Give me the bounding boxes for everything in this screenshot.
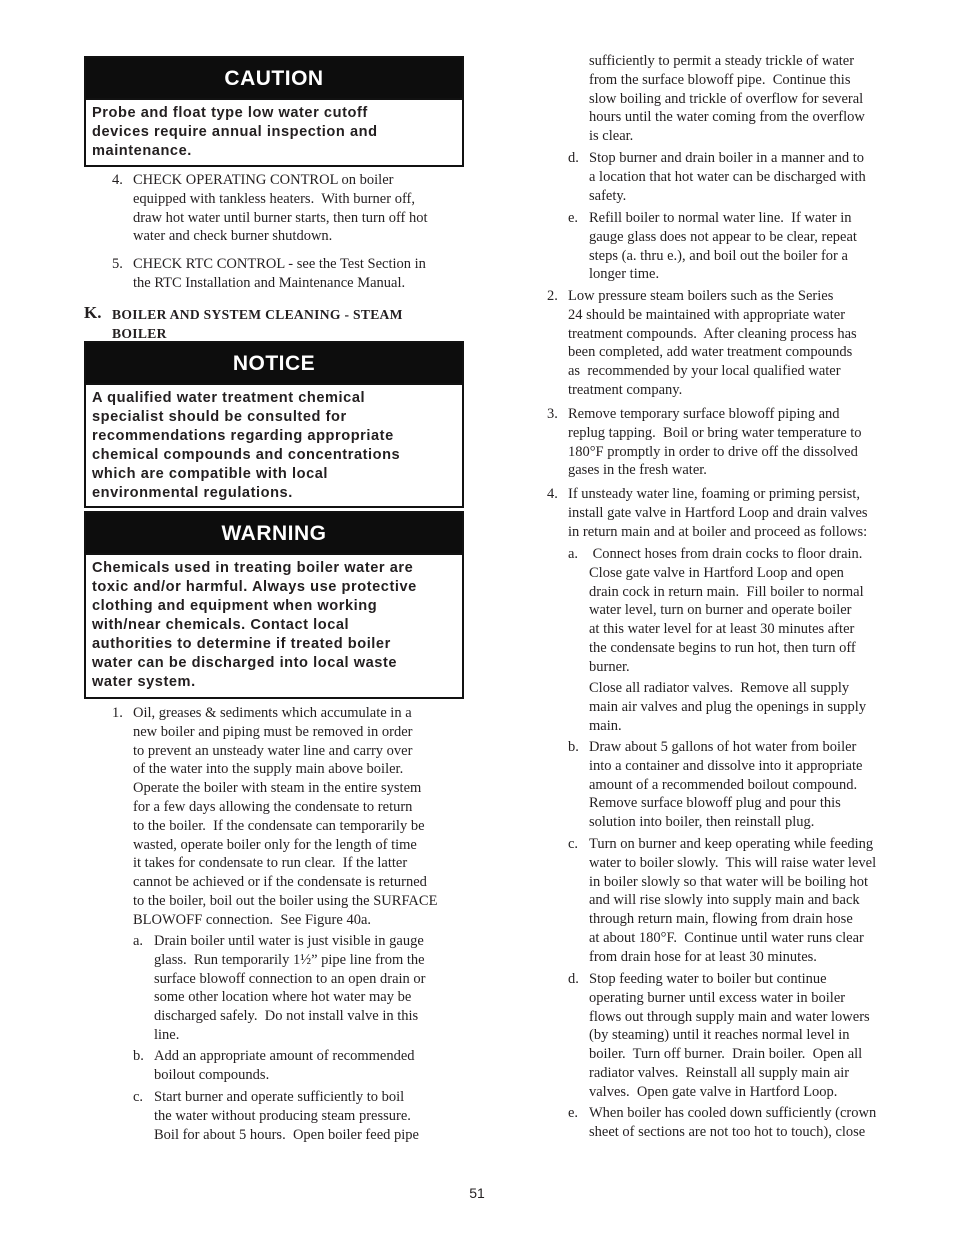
caution-body: Probe and float type low water cutoff devices require annual inspection and maintenance. [86, 98, 462, 161]
step-4c-text: Turn on burner and keep operating while feeding water to boiler slowly. This will raise water level in boiler slowly so that water will be boiling hot and will rise slowly into supply main and back through return main, flowing from drain hose at about 180°F. Continue until water runs clear from drain hose for at least 30 minutes. [589, 836, 877, 965]
step-4a-letter: a. [568, 546, 579, 562]
section-letter: K. [84, 303, 102, 322]
step-2-number: 2. [547, 288, 558, 304]
step-1e-text: Refill boiler to normal water line. If water in gauge glass does not appear to be clear, repeat steps (a. thru e.), and boil out the boiler for a longer time. [589, 210, 857, 283]
step-1-text: Oil, greases & sediments which accumulate in a new boiler and piping must be removed in order to prevent an unsteady water line and carry over of the water into the supply main above boiler. Operate the boiler with steam in the entire system for a few days allowing the condensate to return to the boiler. If the condensate can temporarily be wasted, operate boiler only for the length of time it takes for condensate to run clear. If the latter cannot be achieved or if the condensate is returned to the boiler, boil out the boiler using the SURFACE BLOWOFF connection. See Figure 40a. [133, 705, 438, 928]
notice-title: NOTICE [86, 343, 462, 383]
step-4b-text: Draw about 5 gallons of hot water from boiler into a container and dissolve into it appropriate amount of a recommended boilout compound. Remove surface blowoff plug and pour this solution into boiler, then reinstall plug. [589, 739, 863, 831]
warning-body: Chemicals used in treating boiler water are toxic and/or harmful. Always use protective clothing and equipment when working with/near chemicals. Contact local authorities to determine if treated boiler water can be discharged into local waste water system. [86, 553, 462, 692]
notice-body: A qualified water treatment chemical specialist should be consulted for recommendations regarding appropriate chemical compounds and concentrations which are compatible with local environmental regulations. [86, 383, 462, 503]
step-1d-letter: d. [568, 150, 579, 166]
step-1e-letter: e. [568, 210, 579, 226]
warning-box [84, 511, 464, 699]
step-1b-letter: b. [133, 1048, 144, 1064]
caution-box [84, 56, 464, 167]
step-4d-text: Stop feeding water to boiler but continue operating burner until excess water in boiler flows out through supply main and water lowers (by steaming) until it reaches normal level in boiler. Turn off burner. Drain boiler. Open all radiator valves. Reinstall all supply main air valves. Open gate valve in Hartford Loop. [589, 971, 870, 1100]
item-4-text: CHECK OPERATING CONTROL on boiler equipped with tankless heaters. With burner off, draw hot water until burner starts, then turn off hot water and check burner shutdown. [133, 172, 428, 245]
step-4b-letter: b. [568, 739, 579, 755]
step-1a-letter: a. [133, 933, 144, 949]
step-1b-text: Add an appropriate amount of recommended boilout compounds. [154, 1048, 415, 1083]
step-1c-continued: sufficiently to permit a steady trickle of water from the surface blowoff pipe. Continue this slow boiling and trickle of overflow for several hours until the water coming from the overflow is clear. [589, 53, 865, 145]
notice-box [84, 341, 464, 508]
step-4a-text: Connect hoses from drain cocks to floor drain. Close gate valve in Hartford Loop and open drain cock in return main. Fill boiler to normal water level, turn on burner and operate boiler at this water level for at least 30 minutes after the condensate begins to run hot, then turn off burner. [589, 546, 864, 675]
step-2-text: Low pressure steam boilers such as the Series 24 should be maintained with appropriate water treatment compounds. After cleaning process has been completed, add water treatment compounds as recommended by your local qualified water treatment company. [568, 288, 857, 398]
step-3-number: 3. [547, 406, 558, 422]
step-4e-text: When boiler has cooled down sufficiently (crown sheet of sections are not too hot to touch), close [589, 1105, 877, 1140]
step-1d-text: Stop burner and drain boiler in a manner and to a location that hot water can be discharged with safety. [589, 150, 866, 204]
step-4d-letter: d. [568, 971, 579, 987]
item-4-number: 4. [112, 172, 123, 188]
step-3-text: Remove temporary surface blowoff piping and replug tapping. Boil or bring water temperature to 180°F promptly in order to drive off the dissolved gases in the fresh water. [568, 406, 862, 479]
item-5-number: 5. [112, 256, 123, 272]
step-4-text: If unsteady water line, foaming or priming persist, install gate valve in Hartford Loop and drain valves in return main and at boiler and proceed as follows: [568, 486, 868, 540]
step-4a-text-2: Close all radiator valves. Remove all supply main air valves and plug the openings in supply main. [589, 680, 867, 734]
caution-title: CAUTION [86, 58, 462, 98]
section-title: BOILER AND SYSTEM CLEANING - STEAM BOILER [112, 307, 403, 341]
step-1c-text: Start burner and operate sufficiently to boil the water without producing steam pressure. Boil for about 5 hours. Open boiler feed pipe [154, 1089, 419, 1143]
warning-title: WARNING [86, 513, 462, 553]
step-4e-letter: e. [568, 1105, 579, 1121]
step-4c-letter: c. [568, 836, 579, 852]
step-1a-text: Drain boiler until water is just visible in gauge glass. Run temporarily 1½” pipe line from the surface blowoff connection to an open drain or some other location where hot water may be discharged safely. Do not install valve in this line. [154, 933, 426, 1043]
item-5-text: CHECK RTC CONTROL - see the Test Section in the RTC Installation and Maintenance Manual. [133, 256, 426, 291]
step-1c-letter: c. [133, 1089, 144, 1105]
step-4-number: 4. [547, 486, 558, 502]
step-1-number: 1. [112, 705, 123, 721]
page-number: 51 [469, 1185, 485, 1201]
